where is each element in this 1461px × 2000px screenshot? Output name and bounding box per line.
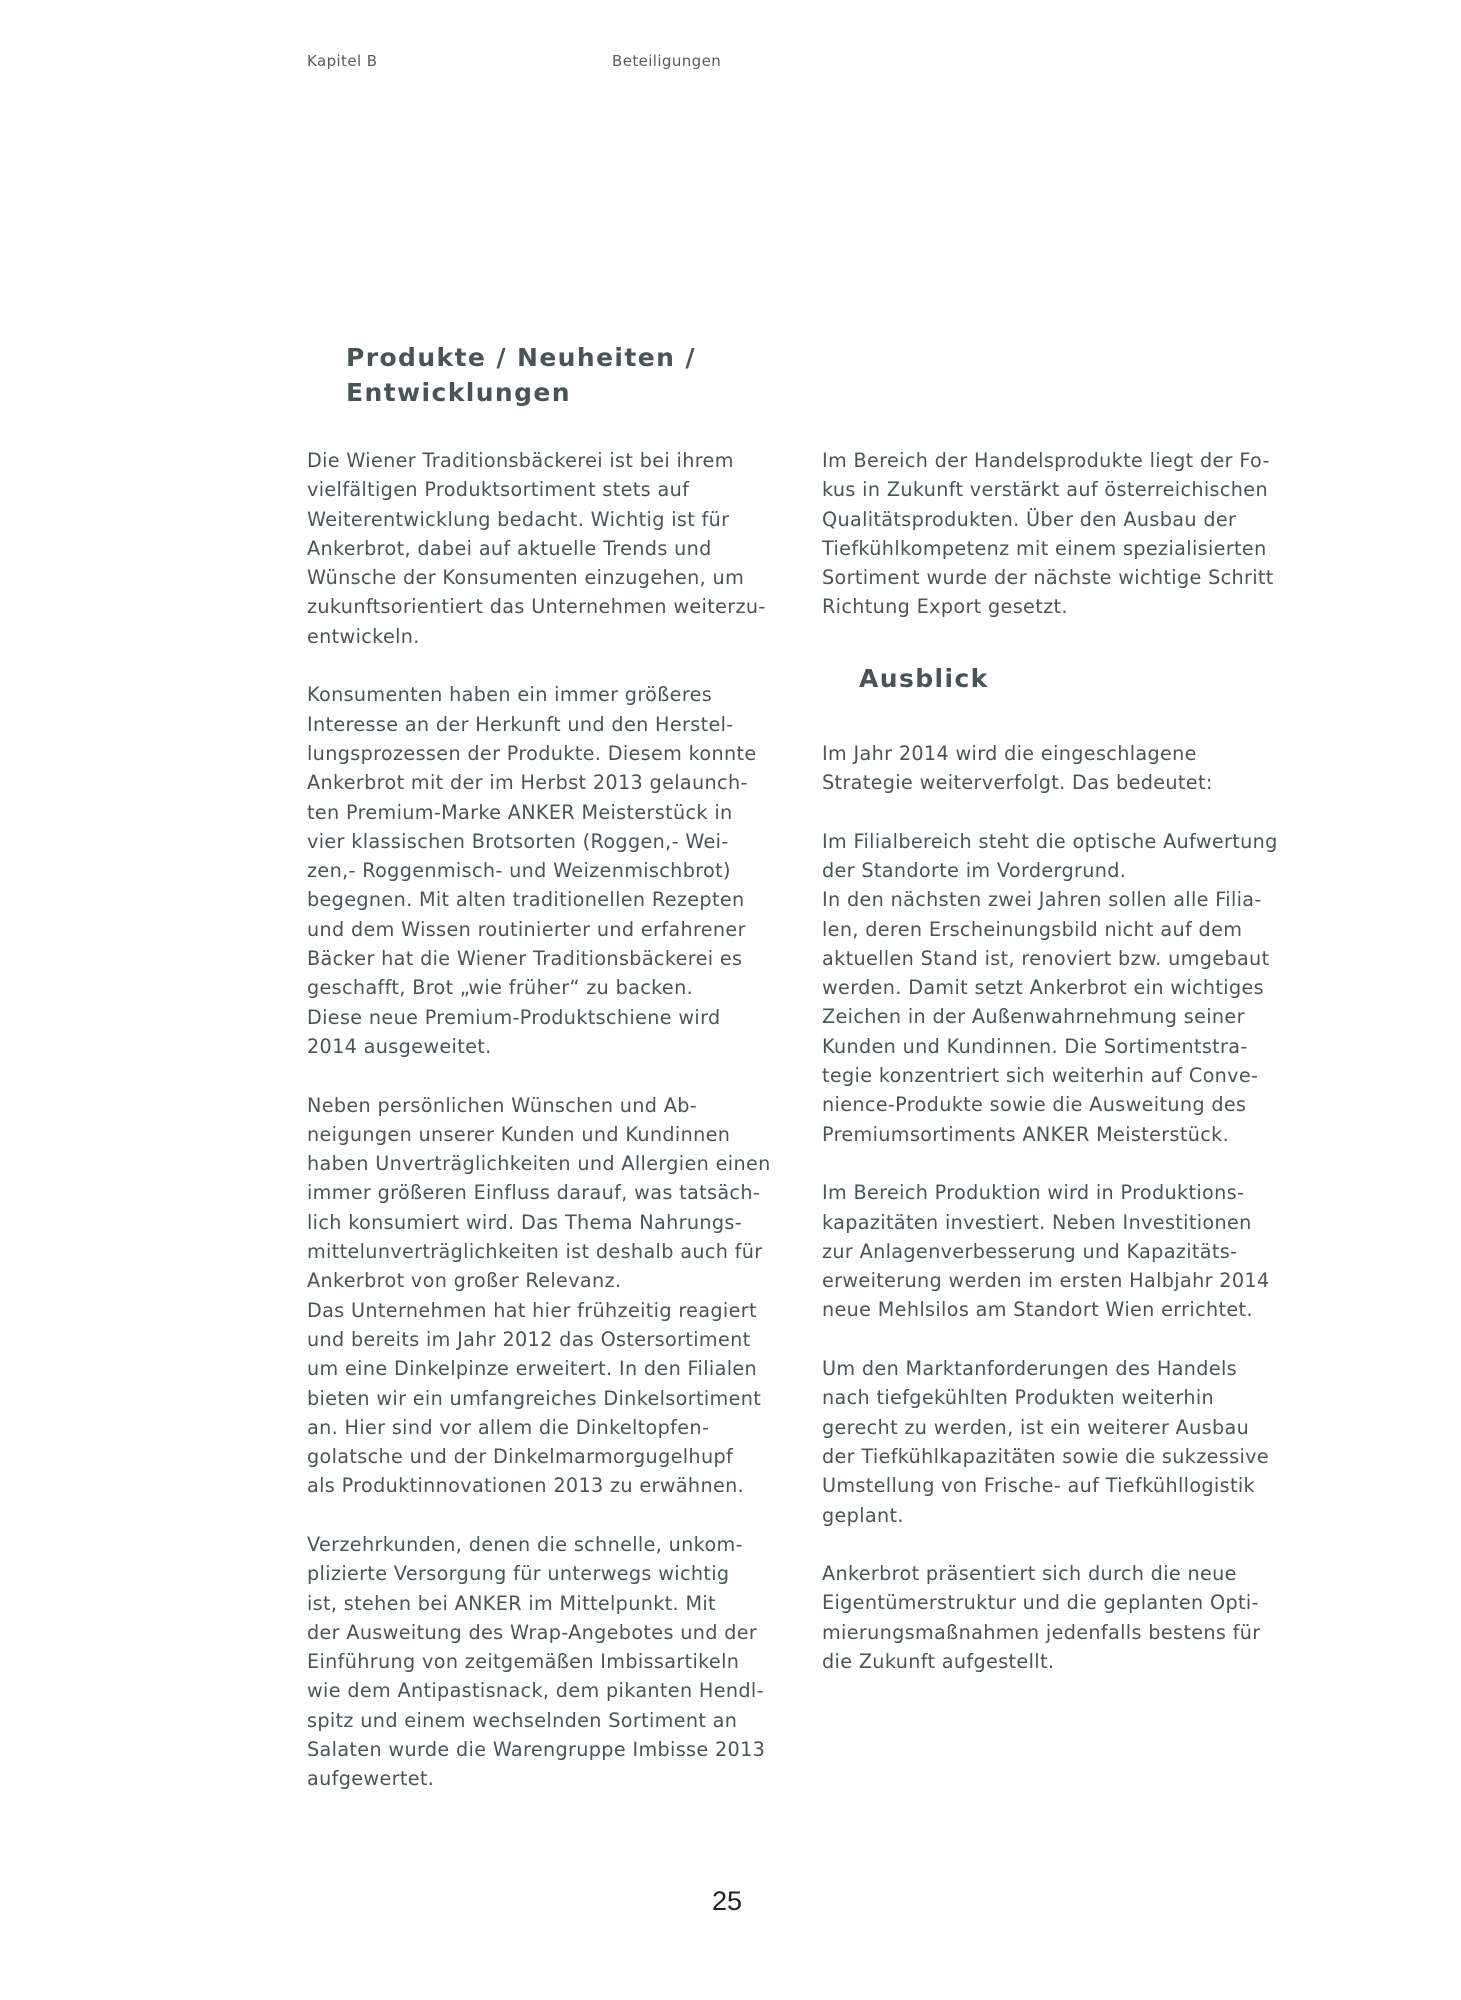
paragraph [822,1178,1312,1324]
text-line: kapazitäten investiert. Neben Investitionen [822,1210,1252,1234]
text-line: ten Premium-Marke ANKER Meisterstück in [307,800,733,824]
running-head-chapter: Kapitel B [307,52,378,70]
text-line: Kunden und Kundinnen. Die Sortimentstra- [822,1034,1248,1058]
text-line: Interesse an der Herkunft und den Herstel- [307,712,734,736]
paragraph-handelsprodukte [822,446,1312,622]
text-line: Umstellung von Frische- auf Tiefkühllogistik [822,1474,1255,1498]
text-line: Strategie weiterverfolgt. Das bedeutet: [822,771,1213,795]
text-line: ist, stehen bei ANKER im Mittelpunkt. Mit [307,1591,716,1615]
section-heading-ausblick: Ausblick [859,663,989,693]
text-line: die Zukunft aufgestellt. [822,1649,1055,1673]
text-line: Das Unternehmen hat hier frühzeitig reagiert [307,1298,757,1322]
paragraph [822,827,1312,1149]
text-line: plizierte Versorgung für unterwegs wichtig [307,1562,730,1586]
text-line: aktuellen Stand ist, renoviert bzw. umgebaut [822,946,1270,970]
section-heading-produkte [346,340,696,410]
text-line: nach tiefgekühlten Produkten weiterhin [822,1386,1215,1410]
page-number: 25 [712,1886,743,1916]
text-line: len, deren Erscheinungsbild nicht auf dem [822,917,1243,941]
text-line: Sortiment wurde der nächste wichtige Schritt [822,566,1274,590]
text-line: Konsumenten haben ein immer größeres [307,683,713,707]
heading-line: Produkte / Neuheiten / [346,343,696,372]
text-line: Tiefkühlkompetenz mit einem spezialisierten [822,536,1267,560]
text-line: bieten wir ein umfangreiches Dinkelsortiment [307,1386,762,1410]
text-line: entwickeln. [307,624,420,648]
text-line: an. Hier sind vor allem die Dinkeltopfen- [307,1415,710,1439]
text-line: Salaten wurde die Warengruppe Imbisse 2013 [307,1738,766,1762]
text-line: mierungsmaßnahmen jedenfalls bestens für [822,1620,1261,1644]
text-line: zen,- Roggenmisch- und Weizenmischbrot) [307,859,731,883]
text-line: Bäcker hat die Wiener Traditionsbäckerei es [307,947,743,971]
text-line: zur Anlagenverbesserung und Kapazitäts- [822,1239,1238,1263]
paragraph [822,1559,1312,1676]
text-line: und dem Wissen routinierter und erfahrener [307,917,746,941]
text-line: immer größeren Einfluss darauf, was tatsäch- [307,1181,761,1205]
text-line: Qualitätsprodukten. Über den Ausbau der [822,507,1237,531]
paragraph [307,1530,797,1794]
text-line: Die Wiener Traditionsbäckerei ist bei ihrem [307,449,734,472]
text-line: spitz und einem wechselnden Sortiment an [307,1708,738,1732]
text-line: erweiterung werden im ersten Halbjahr 2014 [822,1269,1270,1293]
text-line: der Standorte im Vordergrund. [822,858,1127,882]
text-line: der Ausweitung des Wrap-Angebotes und der [307,1620,758,1644]
text-line: Um den Marktanforderungen des Handels [822,1357,1238,1381]
paragraph [307,1091,797,1501]
text-line: Zeichen in der Außenwahrnehmung seiner [822,1005,1245,1029]
text-line: neigungen unserer Kunden und Kundinnen [307,1122,731,1146]
text-line: kus in Zukunft verstärkt auf österreichischen [822,478,1268,502]
text-line: golatsche und der Dinkelmarmorgugelhupf [307,1445,734,1469]
text-line: Verzehrkunden, denen die schnelle, unkom- [307,1532,743,1556]
text-line: Im Bereich Produktion wird in Produktions- [822,1181,1245,1205]
text-line: der Tiefkühlkapazitäten sowie die sukzessive [822,1444,1270,1468]
paragraph [822,739,1312,798]
paragraph [307,446,797,651]
text-line: gerecht zu werden, ist ein weiterer Ausbau [822,1415,1250,1439]
left-column [307,446,797,1823]
text-line: 2014 ausgeweitet. [307,1034,492,1058]
text-line: Weiterentwicklung bedacht. Wichtig ist für [307,507,730,531]
text-line: um eine Dinkelpinze erweitert. In den Filialen [307,1357,758,1381]
text-line: neue Mehlsilos am Standort Wien errichtet. [822,1298,1253,1322]
text-line: Premiumsortiments ANKER Meisterstück. [822,1122,1230,1146]
running-head-section: Beteiligungen [612,52,722,70]
paragraph [307,680,797,1061]
text-line: geschafft, Brot „wie früher“ zu backen. [307,976,694,1000]
right-column [822,446,1312,1706]
text-line: werden. Damit setzt Ankerbrot ein wichtiges [822,976,1265,1000]
text-line: lungsprozessen der Produkte. Diesem konnte [307,741,757,765]
paragraph [822,1354,1312,1530]
text-line: als Produktinnovationen 2013 zu erwähnen. [307,1474,745,1498]
text-line: mittelunverträglichkeiten ist deshalb auch für [307,1240,763,1264]
text-line: vielfältigen Produktsortiment stets auf [307,478,690,502]
text-line: geplant. [822,1503,904,1527]
text-line: Ankerbrot von großer Relevanz. [307,1269,622,1293]
text-line: Diese neue Premium-Produktschiene wird [307,1005,721,1029]
text-line: nience-Produkte sowie die Ausweitung des [822,1093,1247,1117]
text-line: und bereits im Jahr 2012 das Ostersortiment [307,1327,751,1351]
text-line: aufgewertet. [307,1767,435,1791]
ausblick-body [822,739,1312,1677]
text-line: begegnen. Mit alten traditionellen Rezepten [307,888,745,912]
text-line: vier klassischen Brotsorten (Roggen,- Wei- [307,829,729,853]
text-line: tegie konzentriert sich weiterhin auf Conve- [822,1064,1259,1088]
text-line: In den nächsten zwei Jahren sollen alle Filia- [822,888,1262,912]
text-line: wie dem Antipastisnack, dem pikanten Hendl- [307,1679,764,1703]
text-line: Im Jahr 2014 wird die eingeschlagene [822,741,1197,765]
text-line: Neben persönlichen Wünschen und Ab- [307,1093,698,1117]
text-line: Ankerbrot mit der im Herbst 2013 gelaunch- [307,771,748,795]
heading-line: Entwicklungen [346,378,571,407]
text-line: Ankerbrot präsentiert sich durch die neue [822,1562,1237,1586]
text-line: Eigentümerstruktur und die geplanten Opti- [822,1591,1259,1615]
text-line: lich konsumiert wird. Das Thema Nahrungs- [307,1210,743,1234]
text-line: Richtung Export gesetzt. [822,595,1068,619]
text-line: haben Unverträglichkeiten und Allergien einen [307,1152,771,1176]
text-line: zukunftsorientiert das Unternehmen weiterzu- [307,595,766,619]
text-line: Wünsche der Konsumenten einzugehen, um [307,566,745,590]
text-line: Einführung von zeitgemäßen Imbissartikeln [307,1650,740,1674]
text-line: Im Bereich der Handelsprodukte liegt der Fo- [822,449,1270,472]
text-line: Ankerbrot, dabei auf aktuelle Trends und [307,536,712,560]
text-line: Im Filialbereich steht die optische Aufwertung [822,829,1278,853]
